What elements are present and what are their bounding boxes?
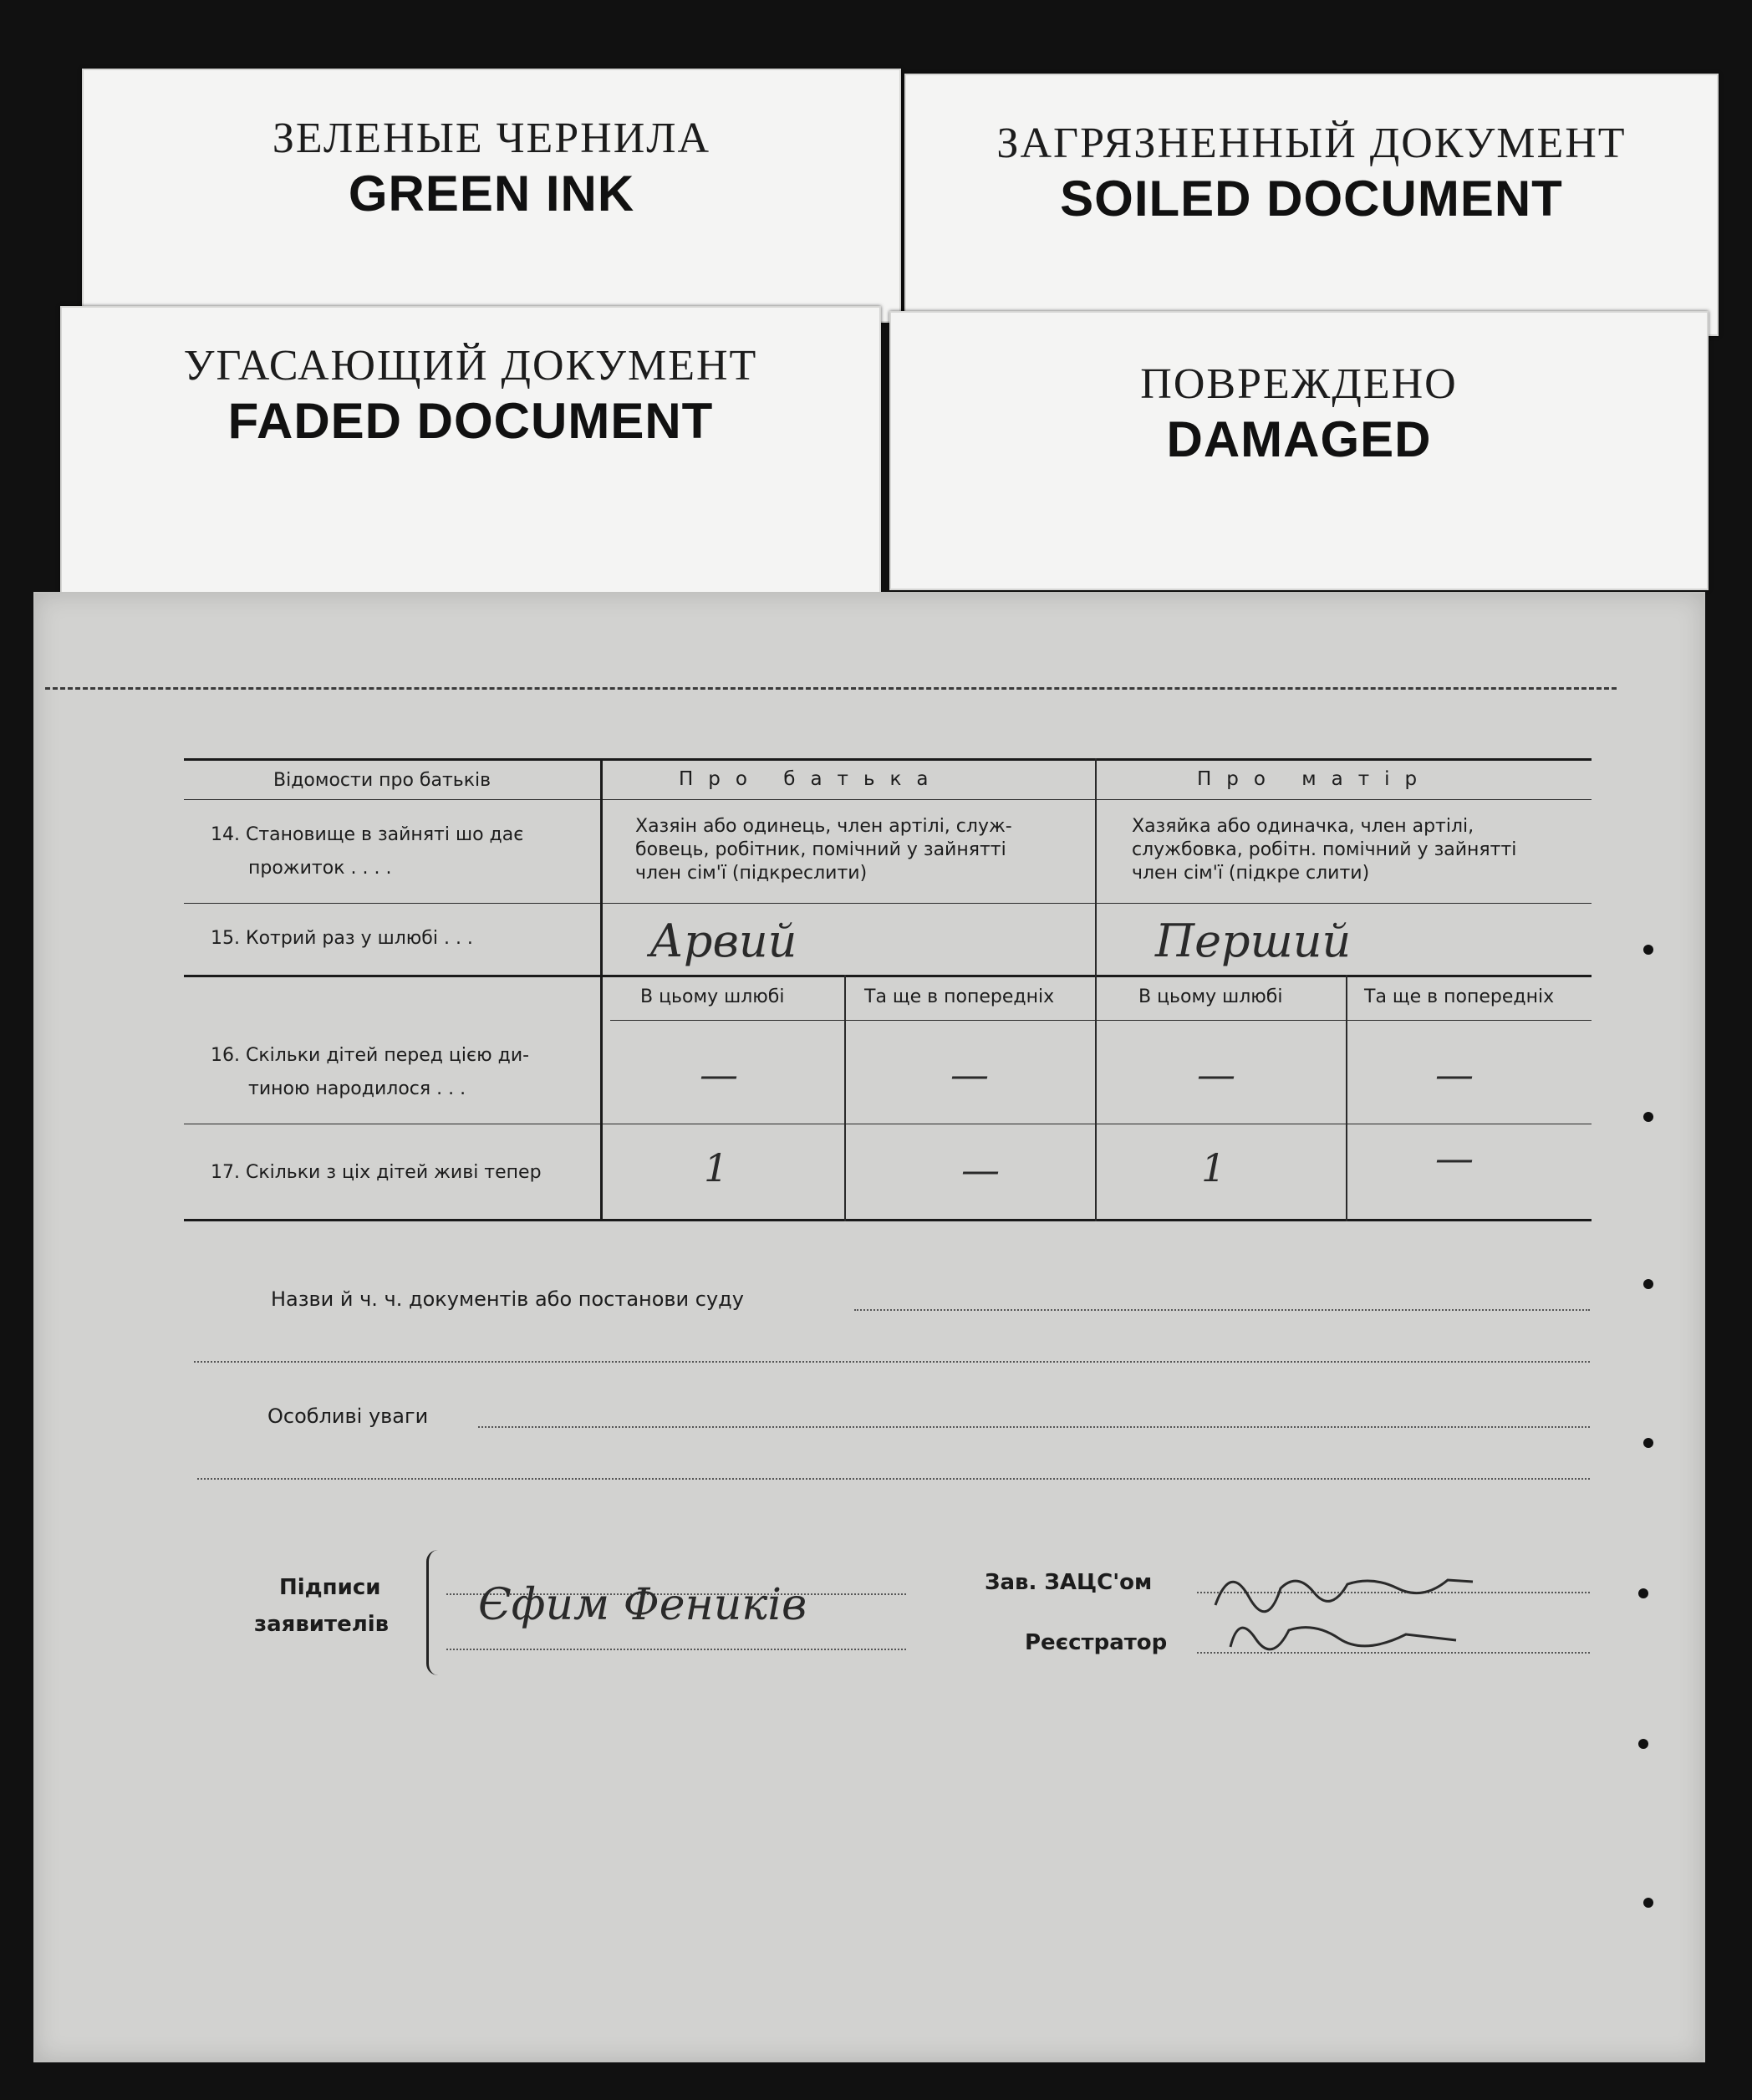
row14-mother-line2: службовка, робітн. помічний у зайнятті	[1132, 839, 1517, 860]
father-this-marriage: В цьому шлюбі	[640, 986, 785, 1007]
binding-hole	[1643, 945, 1653, 955]
faded-document-en: FADED DOCUMENT	[227, 393, 714, 449]
row14-father-line1: Хазяін або одинець, член артілі, служ-	[635, 816, 1012, 837]
father-subcol-divider	[844, 975, 846, 1221]
row17-label: 17. Скільки з ціх дітей живі тепер	[211, 1162, 542, 1183]
mother-this-marriage: В цьому шлюбі	[1138, 986, 1283, 1007]
row15-mother-value: Перший	[1155, 915, 1352, 967]
row15-father-value: Арвий	[649, 915, 797, 967]
row14-father-line3: член сім'ї (підкреслити)	[635, 863, 868, 884]
row14-divider	[184, 903, 1592, 904]
row16-label-line1: 16. Скільки дітей перед цією ди-	[211, 1045, 530, 1066]
damaged-ru: ПОВРЕЖДЕНО	[1140, 360, 1458, 408]
perforation-line	[45, 687, 1617, 690]
row14-label-line2: прожиток . . . .	[248, 858, 392, 879]
signatures-label-line2: заявителів	[254, 1612, 390, 1637]
header-col3: Про матір	[1197, 768, 1433, 790]
row16-label-line2: тиною народилося . . .	[248, 1078, 466, 1099]
header-col1: Відомости про батьків	[273, 770, 491, 791]
header-col2: Про батька	[679, 768, 944, 790]
row16-father-this: —	[700, 1052, 738, 1097]
notes-label: Особливі уваги	[267, 1404, 429, 1428]
row14-label-line1: 14. Становище в зайняті шо дає	[211, 824, 524, 845]
table-header-divider	[184, 799, 1592, 800]
binding-hole	[1638, 1739, 1648, 1749]
soiled-document-card	[904, 74, 1719, 336]
applicant-signature: Єфим Феників	[478, 1580, 807, 1630]
table-top-border	[184, 758, 1592, 761]
damaged-card	[889, 311, 1709, 590]
father-previous: Та ще в попередніх	[864, 986, 1055, 1007]
table-col1-divider	[600, 758, 603, 1221]
green-ink-card	[82, 69, 901, 323]
green-ink-ru: ЗЕЛЕНЫЕ ЧЕРНИЛА	[272, 115, 711, 162]
notes-line-2	[197, 1478, 1590, 1480]
documents-label: Назви й ч. ч. документів або постанови суду	[271, 1287, 744, 1311]
row14-mother-line3: член сім'ї (підкре слити)	[1132, 863, 1370, 884]
soiled-document-ru: ЗАГРЯЗНЕННЫЙ ДОКУМЕНТ	[996, 120, 1627, 167]
binding-hole	[1643, 1898, 1653, 1908]
documents-line-1	[854, 1309, 1590, 1311]
binding-hole	[1643, 1112, 1653, 1122]
row17-father-previous: —	[961, 1147, 1000, 1192]
table-bottom-border	[184, 1219, 1592, 1221]
soiled-document-en: SOILED DOCUMENT	[1060, 171, 1563, 227]
documents-line-2	[194, 1361, 1590, 1363]
notes-line-1	[478, 1426, 1590, 1428]
signatures-brace	[426, 1550, 441, 1675]
applicant-line-2	[446, 1649, 906, 1650]
mother-previous: Та ще в попередніх	[1364, 986, 1555, 1007]
signatures-label-line1: Підписи	[279, 1575, 381, 1600]
row17-mother-this: 1	[1201, 1145, 1226, 1190]
faded-document-ru: УГАСАЮЩИЙ ДОКУМЕНТ	[183, 342, 758, 390]
row16-mother-this: —	[1197, 1052, 1235, 1097]
official-signatures	[1205, 1547, 1506, 1664]
mother-subcol-divider	[1346, 975, 1347, 1221]
row15-label: 15. Котрий раз у шлюбі . . .	[211, 928, 473, 949]
binding-hole	[1643, 1438, 1653, 1448]
row14-mother-line1: Хазяйка або одиначка, член артілі,	[1132, 816, 1474, 837]
registration-form	[33, 592, 1705, 2062]
row16-mother-previous: —	[1435, 1052, 1474, 1097]
row16-father-previous: —	[950, 1052, 989, 1097]
binding-hole	[1638, 1588, 1648, 1598]
damaged-en: DAMAGED	[1166, 411, 1432, 467]
table-col2-divider	[1095, 758, 1097, 1221]
registrar-label: Реєстратор	[1025, 1630, 1168, 1655]
green-ink-en: GREEN INK	[348, 166, 635, 222]
row17-mother-previous: —	[1435, 1135, 1474, 1180]
subheader-divider	[610, 1020, 1592, 1021]
head-label: Зав. ЗАЦС'ом	[985, 1570, 1153, 1595]
row15-divider	[184, 975, 1592, 977]
row17-father-this: 1	[704, 1145, 729, 1190]
row14-father-line2: бовець, робітник, помічний у зайнятті	[635, 839, 1006, 860]
binding-hole	[1643, 1279, 1653, 1289]
faded-document-card	[60, 306, 881, 594]
